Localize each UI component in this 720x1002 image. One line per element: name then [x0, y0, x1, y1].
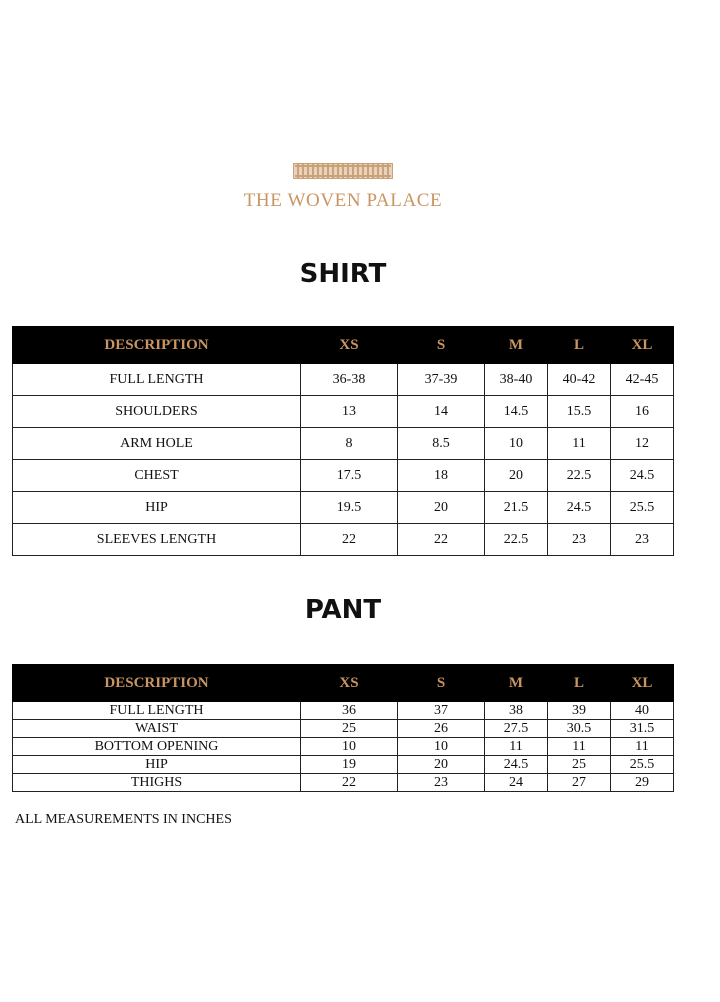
measurement-value: 36	[301, 702, 398, 720]
table-row	[13, 364, 674, 396]
measurement-value: 20	[398, 492, 485, 524]
measurement-label: WAIST	[13, 720, 301, 738]
measurement-value: 15.5	[548, 396, 611, 428]
table-row	[13, 428, 674, 460]
table-header-row	[13, 327, 674, 364]
measurement-value: 21.5	[485, 492, 548, 524]
shirt-section-title: SHIRT	[299, 259, 387, 289]
measurement-note: ALL MEASUREMENTS IN INCHES	[15, 812, 232, 827]
shirt-size-table	[12, 326, 674, 556]
measurement-value: 36-38	[301, 364, 398, 396]
measurement-value: 25.5	[611, 756, 674, 774]
measurement-value: 30.5	[548, 720, 611, 738]
column-header-size-l: L	[548, 665, 611, 702]
pant-section-title: PANT	[304, 595, 382, 625]
table-row	[13, 702, 674, 720]
measurement-label: CHEST	[13, 460, 301, 492]
measurement-value: 40-42	[548, 364, 611, 396]
brand-logo	[0, 163, 686, 212]
column-header-size-xs: XS	[301, 665, 398, 702]
measurement-value: 11	[548, 428, 611, 460]
measurement-value: 18	[398, 460, 485, 492]
measurement-value: 37-39	[398, 364, 485, 396]
column-header-description: DESCRIPTION	[13, 665, 301, 702]
measurement-value: 22.5	[485, 524, 548, 556]
measurement-value: 29	[611, 774, 674, 792]
measurement-value: 22	[301, 774, 398, 792]
table-row	[13, 774, 674, 792]
measurement-value: 12	[611, 428, 674, 460]
table-row	[13, 460, 674, 492]
table-row	[13, 396, 674, 428]
measurement-label: FULL LENGTH	[13, 364, 301, 396]
measurement-label: SLEEVES LENGTH	[13, 524, 301, 556]
measurement-value: 24	[485, 774, 548, 792]
measurement-value: 22.5	[548, 460, 611, 492]
column-header-size-s: S	[398, 665, 485, 702]
measurement-value: 25	[548, 756, 611, 774]
measurement-value: 38	[485, 702, 548, 720]
column-header-size-xs: XS	[301, 327, 398, 364]
measurement-value: 25.5	[611, 492, 674, 524]
woven-pattern-icon	[293, 163, 393, 179]
measurement-label: BOTTOM OPENING	[13, 738, 301, 756]
measurement-value: 23	[548, 524, 611, 556]
measurement-value: 19.5	[301, 492, 398, 524]
measurement-value: 14.5	[485, 396, 548, 428]
column-header-size-m: M	[485, 665, 548, 702]
table-row	[13, 720, 674, 738]
measurement-value: 11	[548, 738, 611, 756]
column-header-size-xl: XL	[611, 665, 674, 702]
measurement-value: 24.5	[548, 492, 611, 524]
measurement-value: 8	[301, 428, 398, 460]
measurement-value: 11	[611, 738, 674, 756]
measurement-value: 10	[301, 738, 398, 756]
measurement-value: 8.5	[398, 428, 485, 460]
column-header-size-xl: XL	[611, 327, 674, 364]
column-header-size-m: M	[485, 327, 548, 364]
measurement-label: ARM HOLE	[13, 428, 301, 460]
measurement-value: 10	[398, 738, 485, 756]
measurement-value: 42-45	[611, 364, 674, 396]
brand-name: THE WOVEN PALACE	[243, 190, 443, 211]
measurement-value: 24.5	[485, 756, 548, 774]
measurement-value: 11	[485, 738, 548, 756]
measurement-value: 22	[301, 524, 398, 556]
table-header-row	[13, 665, 674, 702]
measurement-value: 31.5	[611, 720, 674, 738]
measurement-value: 14	[398, 396, 485, 428]
measurement-label: THIGHS	[13, 774, 301, 792]
column-header-description: DESCRIPTION	[13, 327, 301, 364]
measurement-value: 39	[548, 702, 611, 720]
column-header-size-l: L	[548, 327, 611, 364]
measurement-value: 37	[398, 702, 485, 720]
measurement-value: 40	[611, 702, 674, 720]
measurement-value: 23	[398, 774, 485, 792]
table-row	[13, 524, 674, 556]
table-row	[13, 756, 674, 774]
measurement-value: 23	[611, 524, 674, 556]
table-row	[13, 738, 674, 756]
measurement-value: 19	[301, 756, 398, 774]
measurement-value: 25	[301, 720, 398, 738]
measurement-value: 26	[398, 720, 485, 738]
measurement-value: 38-40	[485, 364, 548, 396]
measurement-value: 20	[485, 460, 548, 492]
measurement-value: 22	[398, 524, 485, 556]
table-row	[13, 492, 674, 524]
measurement-value: 13	[301, 396, 398, 428]
measurement-label: SHOULDERS	[13, 396, 301, 428]
measurement-label: HIP	[13, 492, 301, 524]
measurement-value: 17.5	[301, 460, 398, 492]
measurement-label: FULL LENGTH	[13, 702, 301, 720]
measurement-value: 24.5	[611, 460, 674, 492]
pant-size-table	[12, 664, 674, 792]
measurement-label: HIP	[13, 756, 301, 774]
measurement-value: 16	[611, 396, 674, 428]
measurement-value: 27.5	[485, 720, 548, 738]
measurement-value: 10	[485, 428, 548, 460]
measurement-value: 20	[398, 756, 485, 774]
column-header-size-s: S	[398, 327, 485, 364]
measurement-value: 27	[548, 774, 611, 792]
